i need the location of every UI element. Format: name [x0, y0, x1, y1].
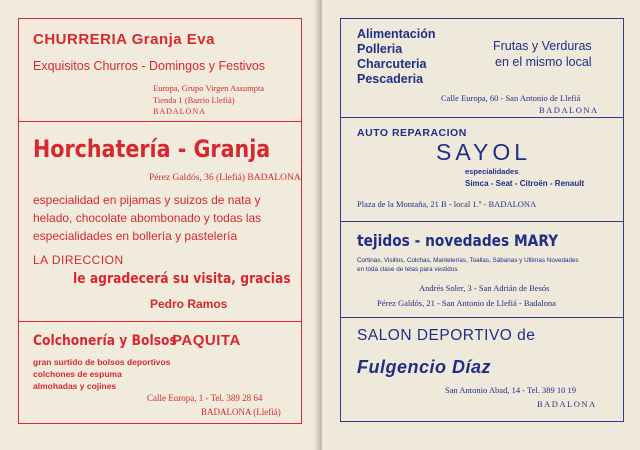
horchateria-address: Pérez Galdós, 36 (Llefiá) BADALONA	[149, 173, 301, 183]
mary-title: tejidos - novedades MARY	[357, 231, 559, 250]
churreria-subtitle: Exquisitos Churros - Domingos y Festivos	[33, 59, 266, 73]
thanks-line: le agradecerá su visita, gracias	[73, 271, 291, 287]
left-page	[0, 0, 318, 450]
signature: Pedro Ramos	[150, 297, 228, 311]
horchateria-body-2: helado, chocolate abombonado y todas las	[33, 211, 262, 225]
salon-city: BADALONA	[537, 399, 597, 409]
paquita-address: Calle Europa, 1 - Tel. 389 28 64	[147, 393, 263, 403]
auto-heading: AUTO REPARACION	[357, 127, 467, 139]
horchateria-title: Horchatería - Granja	[33, 135, 271, 163]
ad-mary	[341, 221, 623, 318]
salon-address: San Antonio Abad, 14 - Tel. 389 10 19	[445, 385, 576, 395]
churreria-title: CHURRERIA Granja Eva	[33, 31, 215, 48]
salon-name: Fulgencio Díaz	[357, 357, 492, 377]
mary-address-2: Pérez Galdós, 21 - San Antonio de Llefiá - Badalona	[377, 298, 556, 308]
alimentacion-line-4: Pescaderia	[357, 72, 424, 86]
paquita-item-3: almohadas y cojines	[33, 381, 117, 391]
fruits-line-2: en el mismo local	[495, 55, 592, 69]
mary-desc-1: Cortinas, Visillos, Colchas, Mantelerías, Toallas, Sábanas y Ultimas Novedades	[357, 257, 579, 264]
ad-alimentacion	[341, 19, 623, 118]
ad-auto-reparacion	[341, 117, 623, 222]
churreria-address-2: Tienda 1 (Barrio Llefiá)	[153, 95, 235, 105]
mary-address-1: Andrés Soler, 3 - San Adrián de Besós	[419, 283, 550, 293]
salon-heading: SALON DEPORTIVO de	[357, 327, 536, 344]
horchateria-body-3: especialidades en bollería y pastelería	[33, 229, 238, 243]
left-ad-frame	[18, 18, 302, 424]
paquita-title-1: Colchonería y Bolsos	[33, 333, 177, 349]
paquita-city: BADALONA (Llefiá)	[201, 407, 281, 417]
alimentacion-line-1: Alimentación	[357, 27, 436, 41]
paquita-item-2: colchones de espuma	[33, 369, 122, 379]
right-page	[322, 0, 640, 450]
paquita-title-2: PAQUITA	[172, 332, 241, 349]
horchateria-body-1: especialidad en pijamas y suizos de nata y	[33, 193, 261, 207]
alimentacion-city: BADALONA	[539, 105, 599, 115]
churreria-address-1: Europa, Grupo Virgen Assumpta	[153, 83, 265, 93]
ad-horchateria	[19, 121, 301, 322]
sayol-address: Plaza de la Montaña, 21 B - local 1.º - BADALONA	[357, 199, 537, 209]
right-ad-frame	[340, 18, 624, 422]
ad-paquita	[19, 321, 301, 423]
sayol-makes: Simca - Seat - Citroën - Renault	[465, 179, 585, 188]
alimentacion-line-2: Polleria	[357, 42, 403, 56]
fruits-line-1: Frutas y Verduras	[493, 39, 592, 53]
churreria-city: BADALONA	[153, 107, 206, 116]
alimentacion-line-3: Charcuteria	[357, 57, 427, 71]
mary-desc-2: en toda clase de telas para vestidos	[357, 266, 458, 273]
ad-churreria	[19, 19, 301, 122]
sayol-specialties: especialidades	[465, 167, 519, 176]
paquita-item-1: gran surtido de bolsos deportivos	[33, 357, 171, 367]
sayol-brand: SAYOL	[436, 139, 531, 165]
direction-label: LA DIRECCION	[33, 253, 124, 267]
ad-salon-deportivo	[341, 317, 623, 421]
alimentacion-address: Calle Europa, 60 - San Antonio de Llefiá	[441, 93, 581, 103]
